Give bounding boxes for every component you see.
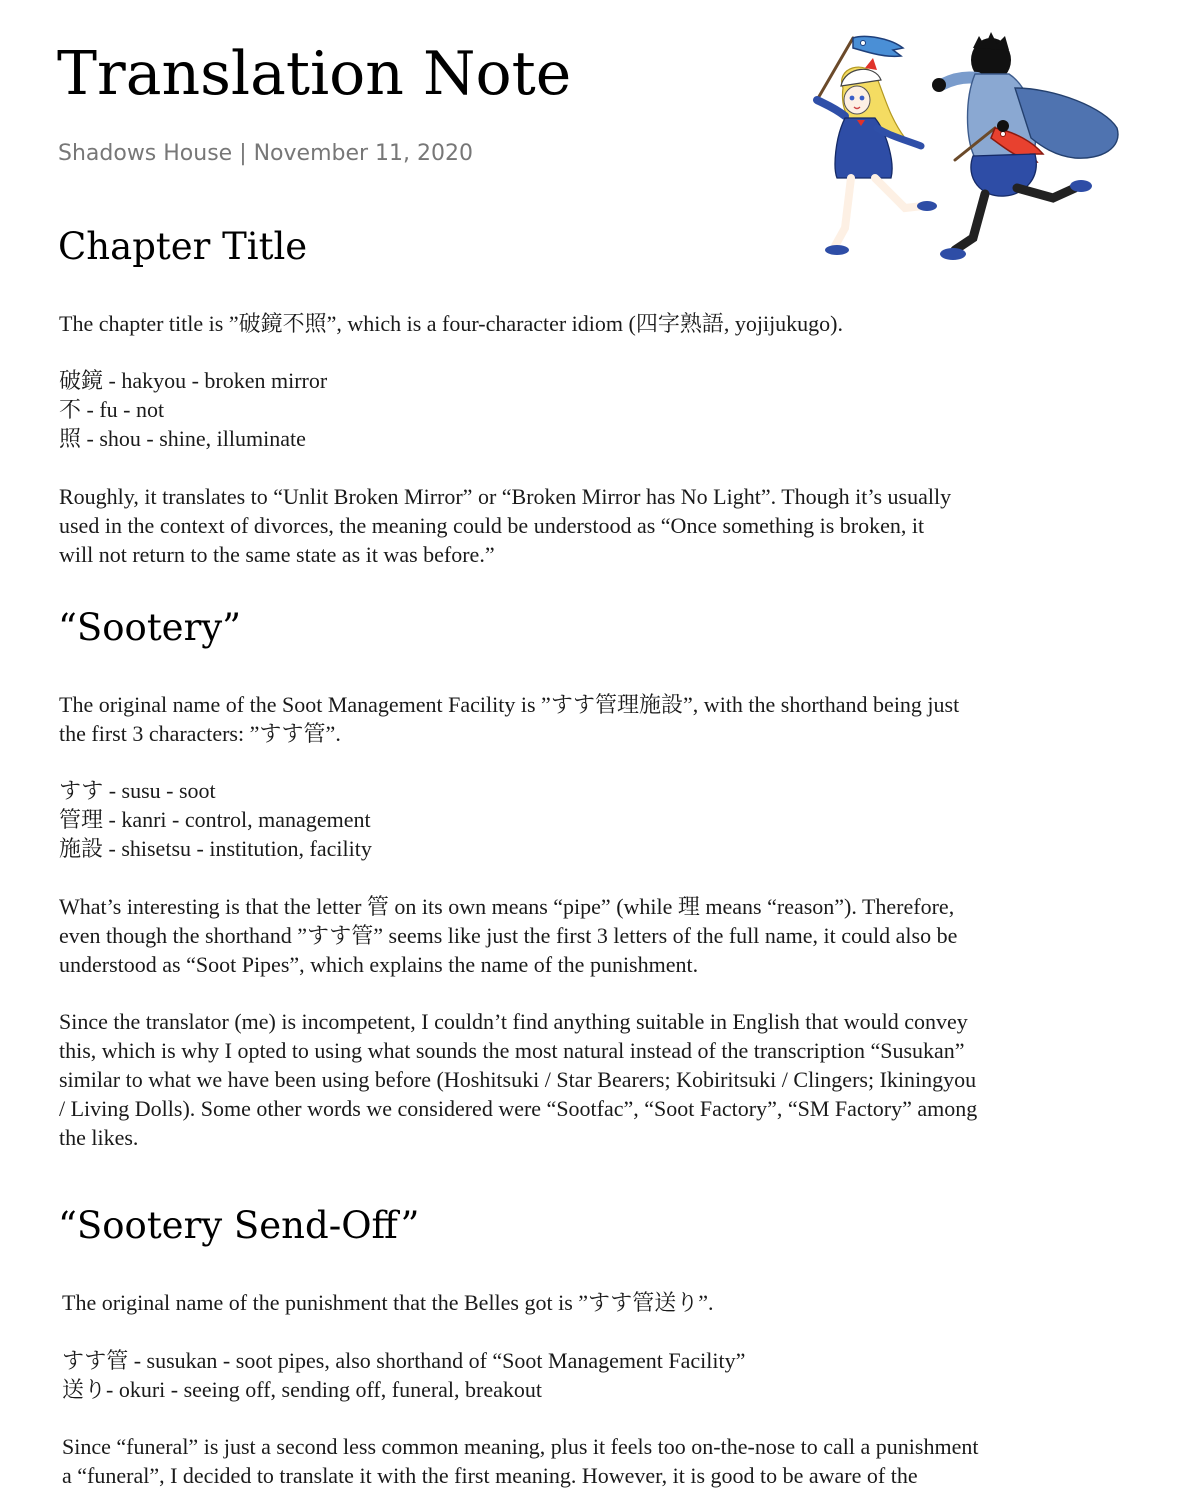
text-line: Since the translator (me) is incompetent, I couldn’t find anything suitable in English that would convey (59, 1009, 968, 1034)
text-line: The chapter title is ”破鏡不照”, which is a four-character idiom (四字熟語, yojijukugo). (59, 311, 844, 336)
section-heading-sootery-send-off: “Sootery Send-Off” (58, 1204, 420, 1247)
text-line: a “funeral”, I decided to translate it with the first meaning. However, it is good to be aware of the (62, 1463, 918, 1488)
shadow-figure (932, 32, 1118, 260)
section-heading-sootery: “Sootery” (58, 606, 242, 649)
text-line: What’s interesting is that the letter 管 on its own means “pipe” (while 理 means “reason”). Therefore, (59, 894, 955, 919)
text-line: The original name of the punishment that the Belles got is ”すす管送り”. (62, 1290, 714, 1315)
paragraph (62, 1288, 1072, 1317)
header-illustration (805, 28, 1135, 268)
text-line: The original name of the Soot Management Facility is ”すす管理施設”, with the shorthand being just (59, 692, 960, 717)
term-line: 管理 - kanri - control, management (59, 807, 371, 832)
term-line: すす管 - susukan - soot pipes, also shorthand of “Soot Management Facility” (62, 1348, 746, 1373)
post-meta: Shadows House | November 11, 2020 (58, 141, 474, 166)
text-line: this, which is why I opted to using what sounds the most natural instead of the transcription “Susukan” (59, 1038, 965, 1063)
text-line: similar to what we have been using before (Hoshitsuki / Star Bearers; Kobiritsuki / Clingers; Ikiningyou (59, 1067, 977, 1092)
text-line: / Living Dolls). Some other words we considered were “Sootfac”, “Soot Factory”, “SM Factory” among (59, 1096, 978, 1121)
term-line: 照 - shou - shine, illuminate (59, 426, 306, 451)
text-line: used in the context of divorces, the meaning could be understood as “Once something is broken, it (59, 513, 925, 538)
term-line: 破鏡 - hakyou - broken mirror (59, 368, 328, 393)
term-line: 送り- okuri - seeing off, sending off, funeral, breakout (62, 1377, 543, 1402)
term-list (59, 776, 1069, 863)
paragraph (59, 1007, 1069, 1152)
paragraph (59, 309, 1069, 338)
paragraph (59, 690, 1069, 748)
paragraph (59, 482, 1069, 569)
text-line: will not return to the same state as it was before.” (59, 542, 495, 567)
girl-figure (817, 36, 937, 255)
text-line: Roughly, it translates to “Unlit Broken Mirror” or “Broken Mirror has No Light”. Though it’s usually (59, 484, 952, 509)
text-line: the first 3 characters: ”すす管”. (59, 721, 341, 746)
term-line: 施設 - shisetsu - institution, facility (59, 836, 372, 861)
term-line: 不 - fu - not (59, 397, 165, 422)
text-line: the likes. (59, 1125, 139, 1150)
term-list (59, 366, 1069, 453)
term-line: すす - susu - soot (59, 778, 216, 803)
section-heading-chapter-title: Chapter Title (58, 225, 308, 268)
paragraph (62, 1432, 1072, 1490)
text-line: Since “funeral” is just a second less common meaning, plus it feels too on-the-nose to call a punishment (62, 1434, 979, 1459)
text-line: even though the shorthand ”すす管” seems like just the first 3 letters of the full name, it could also be (59, 923, 958, 948)
term-list (62, 1346, 1072, 1404)
text-line: understood as “Soot Pipes”, which explains the name of the punishment. (59, 952, 699, 977)
page-title: Translation Note (57, 39, 572, 109)
paragraph (59, 892, 1069, 979)
